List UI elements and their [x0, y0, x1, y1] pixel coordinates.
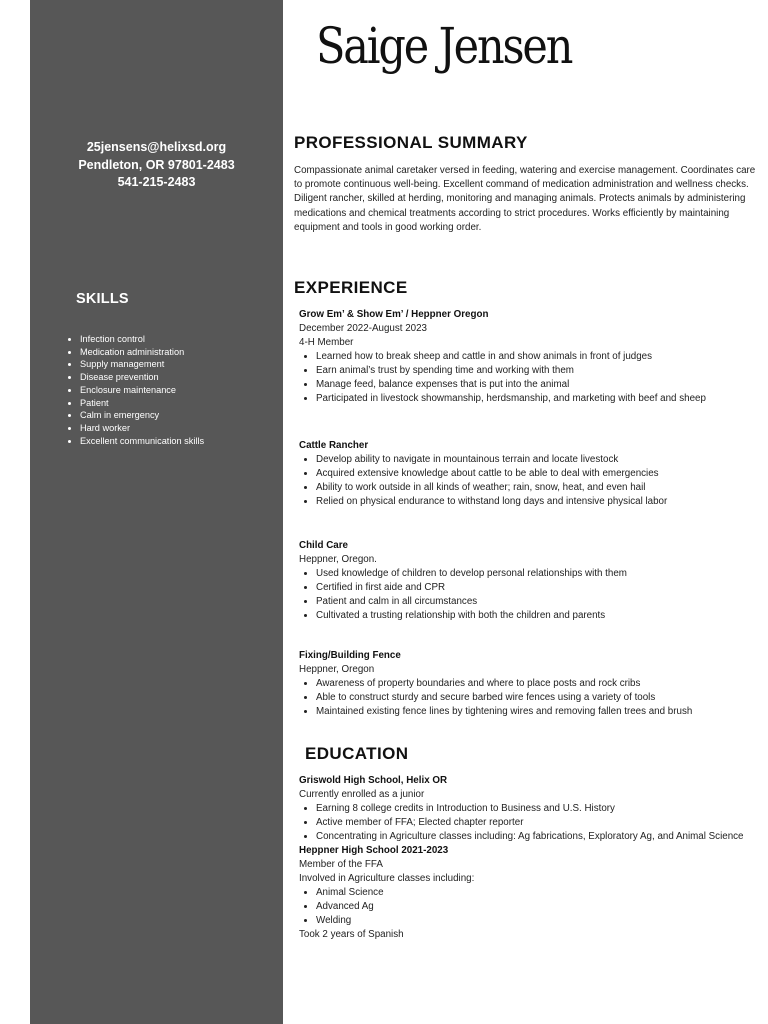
job-bullets	[299, 453, 761, 509]
education-heading: EDUCATION	[305, 744, 409, 763]
school-bullet: • Animal Science	[316, 886, 761, 900]
education-entries	[299, 774, 761, 942]
job-bullet: • Used knowledge of children to develop personal relationships with them	[316, 567, 761, 581]
job-title: Child Care	[299, 540, 348, 551]
job-entry	[299, 649, 761, 719]
job-bullet: • Patient and calm in all circumstances	[316, 595, 761, 609]
job-location: Heppner, Oregon	[299, 664, 375, 675]
job-bullets	[299, 567, 761, 623]
job-entry	[299, 439, 761, 509]
job-bullet: • Able to construct sturdy and secure barbed wire fences using a variety of tools	[316, 691, 761, 705]
job-bullet: • Acquired extensive knowledge about cattle to be able to deal with emergencies	[316, 467, 761, 481]
job-entry	[299, 539, 761, 623]
skills-heading: SKILLS	[76, 291, 129, 307]
job-dates: December 2022-August 2023	[299, 323, 427, 334]
job-bullet: • Maintained existing fence lines by tightening wires and removing fallen trees and brush	[316, 705, 761, 719]
experience-heading: EXPERIENCE	[294, 278, 408, 297]
school-title: Griswold High School, Helix OR	[299, 775, 448, 786]
summary-text: Compassionate animal caretaker versed in feeding, watering and exercise management. Coordinates care to promote continuous well-being. Excellent command of medication administration and wellness checks. Diligent rancher, skilled at herding, monitoring and managing animals. Protects animals by administering medications and chemical treatments according to strict procedures. Works efficiently by maintaining equipment and tools in good working order.	[294, 165, 756, 233]
school-detail: Member of the FFA	[299, 859, 383, 870]
skill-item: • Disease prevention	[80, 371, 204, 384]
job-bullet: • Manage feed, balance expenses that is put into the animal	[316, 378, 761, 392]
school-title: Heppner High School 2021-2023	[299, 845, 449, 856]
school-bullets	[299, 802, 761, 844]
skill-item: • Infection control	[80, 333, 204, 346]
job-bullet: • Earn animal’s trust by spending time and working with them	[316, 364, 761, 378]
school-status: Currently enrolled as a junior	[299, 789, 425, 800]
job-bullet: • Cultivated a trusting relationship with both the children and parents	[316, 609, 761, 623]
job-bullet: • Awareness of property boundaries and where to place posts and rock cribs	[316, 677, 761, 691]
job-bullet: • Develop ability to navigate in mountainous terrain and locate livestock	[316, 453, 761, 467]
skill-item: • Calm in emergency	[80, 409, 204, 422]
candidate-name: Saige Jensen	[316, 17, 572, 75]
skills-list	[68, 333, 204, 447]
school-detail: Took 2 years of Spanish	[299, 929, 404, 940]
school-bullet: • Welding	[316, 914, 761, 928]
sidebar	[30, 0, 283, 1024]
skill-item: • Patient	[80, 397, 204, 410]
skill-item: • Excellent communication skills	[80, 435, 204, 448]
job-bullet: • Certified in first aide and CPR	[316, 581, 761, 595]
address: Pendleton, OR 97801-2483	[78, 157, 235, 172]
school-bullet: • Earning 8 college credits in Introduction to Business and U.S. History	[316, 802, 761, 816]
contact-info	[30, 139, 283, 192]
job-location: Heppner, Oregon.	[299, 554, 377, 565]
school-detail: Involved in Agriculture classes including:	[299, 873, 475, 884]
school-bullet: • Concentrating in Agriculture classes including: Ag fabrications, Exploratory Ag, and Animal Science	[316, 830, 761, 844]
email[interactable]: 25jensens@helixsd.org	[86, 140, 227, 154]
school-bullets	[299, 886, 761, 928]
job-title: Cattle Rancher	[299, 440, 369, 451]
skill-item: • Hard worker	[80, 422, 204, 435]
phone[interactable]: 541-215-2483	[117, 175, 196, 189]
job-entry	[299, 308, 761, 406]
job-bullets	[299, 677, 761, 719]
job-role: 4-H Member	[299, 337, 354, 348]
job-bullet: • Ability to work outside in all kinds of weather; rain, snow, heat, and even hail	[316, 481, 761, 495]
job-bullet: • Participated in livestock showmanship, herdsmanship, and marketing with beef and sheep	[316, 392, 761, 406]
job-title: Fixing/Building Fence	[299, 650, 401, 661]
skill-item: • Supply management	[80, 358, 204, 371]
skill-item: • Enclosure maintenance	[80, 384, 204, 397]
job-bullets	[299, 350, 761, 406]
job-bullet: • Learned how to break sheep and cattle in and show animals in front of judges	[316, 350, 761, 364]
summary-heading: PROFESSIONAL SUMMARY	[294, 133, 528, 152]
school-bullet: • Active member of FFA; Elected chapter reporter	[316, 816, 761, 830]
school-bullet: • Advanced Ag	[316, 900, 761, 914]
skill-item: • Medication administration	[80, 346, 204, 359]
job-bullet: • Relied on physical endurance to withstand long days and intensive physical labor	[316, 495, 761, 509]
job-title: Grow Em’ & Show Em’ / Heppner Oregon	[299, 309, 489, 320]
